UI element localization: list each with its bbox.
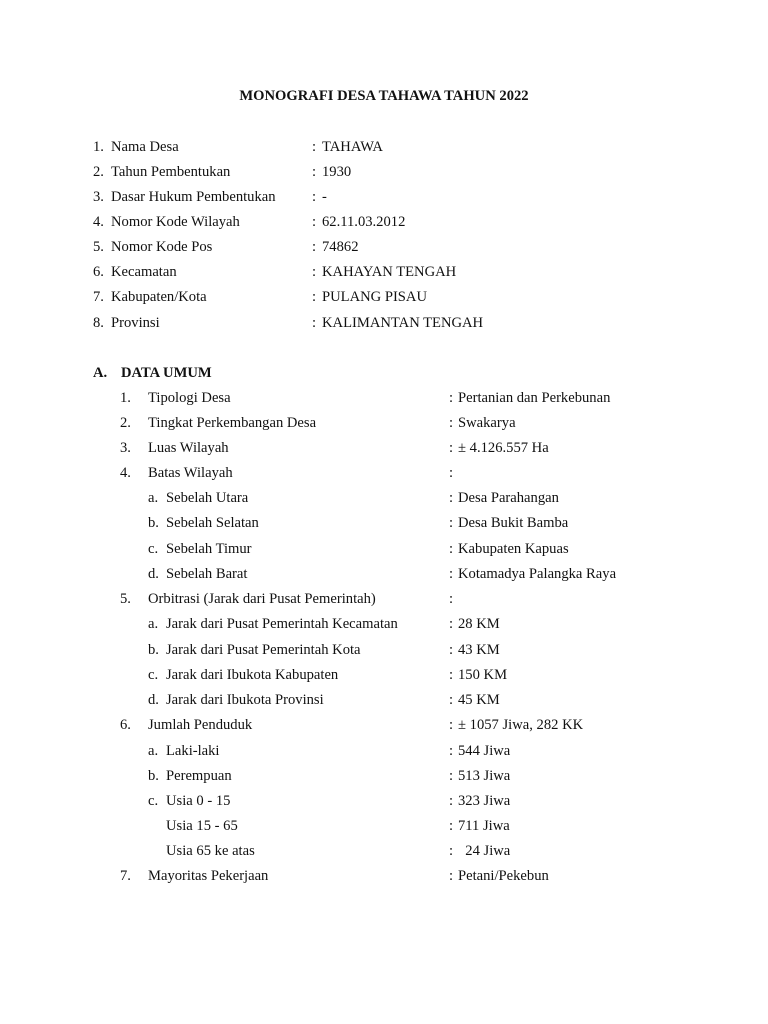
item-label: Usia 65 ke atas	[166, 843, 255, 859]
item-value: Desa Bukit Bamba	[458, 515, 569, 531]
item-label: Sebelah Utara	[166, 490, 249, 506]
subitem-letter: a.	[148, 616, 159, 632]
item-value: TAHAWA	[322, 139, 383, 155]
item-label: Jumlah Penduduk	[148, 717, 253, 733]
item-number: 5.	[120, 591, 131, 607]
subitem-letter: a.	[148, 490, 159, 506]
item-number: 6.	[120, 717, 131, 733]
item-number: 3.	[93, 189, 104, 205]
item-value: Swakarya	[458, 415, 516, 431]
item-value: 45 KM	[458, 692, 500, 708]
item-value: -	[322, 189, 327, 205]
item-number: 7.	[120, 868, 131, 884]
item-label: Orbitrasi (Jarak dari Pusat Pemerintah)	[148, 591, 376, 607]
item-label: Dasar Hukum Pembentukan	[111, 189, 276, 205]
item-value: Kabupaten Kapuas	[458, 541, 569, 557]
item-value: 323 Jiwa	[458, 793, 511, 809]
colon: :	[449, 490, 454, 506]
colon: :	[312, 289, 317, 305]
item-label: Usia 15 - 65	[166, 818, 238, 834]
item-label: Provinsi	[111, 315, 160, 331]
subitem-letter: b.	[148, 515, 159, 531]
item-number: 3.	[120, 440, 131, 456]
item-label: Mayoritas Pekerjaan	[148, 868, 269, 884]
item-value: 544 Jiwa	[458, 743, 511, 759]
colon: :	[449, 390, 454, 406]
item-value: KAHAYAN TENGAH	[322, 264, 457, 280]
colon: :	[312, 264, 317, 280]
colon: :	[449, 415, 454, 431]
colon: :	[449, 868, 454, 884]
item-label: Kecamatan	[111, 264, 177, 280]
colon: :	[449, 515, 454, 531]
colon: :	[312, 189, 317, 205]
item-label: Sebelah Timur	[166, 541, 252, 557]
colon: :	[449, 743, 454, 759]
item-label: Nama Desa	[111, 139, 179, 155]
item-number: 6.	[93, 264, 104, 280]
subitem-letter: d.	[148, 692, 159, 708]
colon: :	[449, 566, 454, 582]
item-label: Sebelah Selatan	[166, 515, 259, 531]
colon: :	[449, 717, 454, 733]
item-number: 2.	[120, 415, 131, 431]
item-number: 4.	[120, 465, 131, 481]
item-value: ± 1057 Jiwa, 282 KK	[458, 717, 584, 733]
colon: :	[449, 616, 454, 632]
subitem-letter: b.	[148, 768, 159, 784]
colon: :	[449, 642, 454, 658]
item-label: Laki-laki	[166, 743, 220, 759]
document-title: MONOGRAFI DESA TAHAWA TAHUN 2022	[239, 88, 529, 104]
item-number: 2.	[93, 164, 104, 180]
item-number: 4.	[93, 214, 104, 230]
section-title: DATA UMUM	[121, 365, 212, 381]
item-label: Batas Wilayah	[148, 465, 233, 481]
item-value: 711 Jiwa	[458, 818, 510, 834]
colon: :	[449, 465, 454, 481]
item-number: 8.	[93, 315, 104, 331]
item-label: Nomor Kode Pos	[111, 239, 213, 255]
item-label: Tahun Pembentukan	[111, 164, 231, 180]
item-value: 513 Jiwa	[458, 768, 511, 784]
item-label: Tipologi Desa	[148, 390, 231, 406]
colon: :	[312, 164, 317, 180]
colon: :	[449, 541, 454, 557]
item-value: Desa Parahangan	[458, 490, 559, 506]
colon: :	[449, 843, 454, 859]
item-label: Kabupaten/Kota	[111, 289, 207, 305]
colon: :	[312, 139, 317, 155]
item-label: Jarak dari Ibukota Kabupaten	[166, 667, 339, 683]
colon: :	[449, 818, 454, 834]
colon: :	[449, 793, 454, 809]
item-label: Sebelah Barat	[166, 566, 248, 582]
item-number: 1.	[120, 390, 131, 406]
item-value: 43 KM	[458, 642, 500, 658]
item-label: Perempuan	[166, 768, 232, 784]
subitem-letter: b.	[148, 642, 159, 658]
item-number: 5.	[93, 239, 104, 255]
colon: :	[449, 667, 454, 683]
item-label: Luas Wilayah	[148, 440, 229, 456]
item-value: 62.11.03.2012	[322, 214, 406, 230]
subitem-letter: c.	[148, 793, 159, 809]
subitem-letter: c.	[148, 667, 159, 683]
subitem-letter: d.	[148, 566, 159, 582]
subitem-letter: a.	[148, 743, 159, 759]
item-label: Jarak dari Pusat Pemerintah Kota	[166, 642, 361, 658]
item-label: Jarak dari Pusat Pemerintah Kecamatan	[166, 616, 398, 632]
colon: :	[312, 315, 317, 331]
item-value: 24 Jiwa	[458, 843, 511, 859]
subitem-letter: c.	[148, 541, 159, 557]
item-value: PULANG PISAU	[322, 289, 428, 305]
colon: :	[312, 239, 317, 255]
colon: :	[449, 692, 454, 708]
item-value: 150 KM	[458, 667, 508, 683]
item-label: Usia 0 - 15	[166, 793, 231, 809]
colon: :	[449, 591, 454, 607]
item-label: Tingkat Perkembangan Desa	[148, 415, 317, 431]
section-letter: A.	[93, 365, 108, 381]
item-value: Kotamadya Palangka Raya	[458, 566, 617, 582]
item-label: Jarak dari Ibukota Provinsi	[166, 692, 324, 708]
colon: :	[449, 440, 454, 456]
item-value: Petani/Pekebun	[458, 868, 549, 884]
item-value: 28 KM	[458, 616, 500, 632]
item-value: 1930	[322, 164, 352, 180]
colon: :	[449, 768, 454, 784]
item-value: 74862	[322, 239, 359, 255]
item-value: ± 4.126.557 Ha	[458, 440, 549, 456]
item-value: Pertanian dan Perkebunan	[458, 390, 611, 406]
item-number: 1.	[93, 139, 104, 155]
item-number: 7.	[93, 289, 104, 305]
item-label: Nomor Kode Wilayah	[111, 214, 240, 230]
item-value: KALIMANTAN TENGAH	[322, 315, 484, 331]
colon: :	[312, 214, 317, 230]
